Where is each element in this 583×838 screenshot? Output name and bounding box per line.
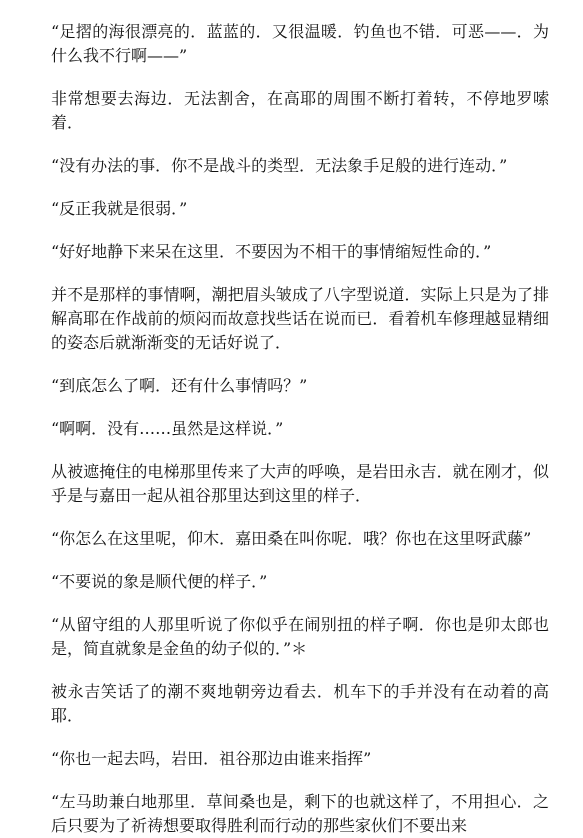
paragraph: “左马助兼白地那里．草间桑也是，剩下的也就这样了，不用担心．之后只要为了祈祷想要取得胜利而行动的那些家伙们不要出来 xyxy=(51,792,549,835)
paragraph: 并不是那样的事情啊，潮把眉头皱成了八字型说道．实际上只是为了排解高耶在作战前的烦闷而故意找些话在说而已．看着机车修理越显精细的姿态后就渐渐变的无话好说了． xyxy=(51,285,549,352)
paragraph: “你怎么在这里呢，仰木．嘉田桑在叫你呢．哦？你也在这里呀武藤” xyxy=(51,529,532,548)
paragraph: “你也一起去吗，岩田．祖谷那边由谁来指挥” xyxy=(51,749,372,768)
paragraph: “不要说的象是顺代便的样子．” xyxy=(51,572,268,591)
paragraph: “反正我就是很弱．” xyxy=(51,199,188,218)
paragraph: 非常想要去海边．无法割舍，在高耶的周围不断打着转，不停地罗嗦着． xyxy=(51,89,549,132)
paragraph: “啊啊．没有……虽然是这样说．” xyxy=(51,419,284,438)
paragraph: “好好地静下来呆在这里．不要因为不相干的事情缩短性命的．” xyxy=(51,242,492,261)
paragraph: “没有办法的事．你不是战斗的类型．无法象手足般的进行连动．” xyxy=(51,156,508,175)
paragraph: “从留守组的人那里听说了你似乎在闹别扭的样子啊．你也是卯太郎也是，简直就象是金鱼的幼子似的．”＊ xyxy=(51,615,549,658)
paragraph: “到底怎么了啊．还有什么事情吗？” xyxy=(51,376,308,395)
paragraph: 被永吉笑话了的潮不爽地朝旁边看去．机车下的手并没有在动着的高耶． xyxy=(51,682,549,725)
paragraph: “足摺的海很漂亮的．蓝蓝的．又很温暖．钓鱼也不错．可恶——．为什么我不行啊——” xyxy=(51,22,549,65)
paragraph: 从被遮掩住的电梯那里传来了大声的呼唤，是岩田永吉．就在刚才，似乎是与嘉田一起从祖谷那里达到这里的样子． xyxy=(51,462,549,505)
